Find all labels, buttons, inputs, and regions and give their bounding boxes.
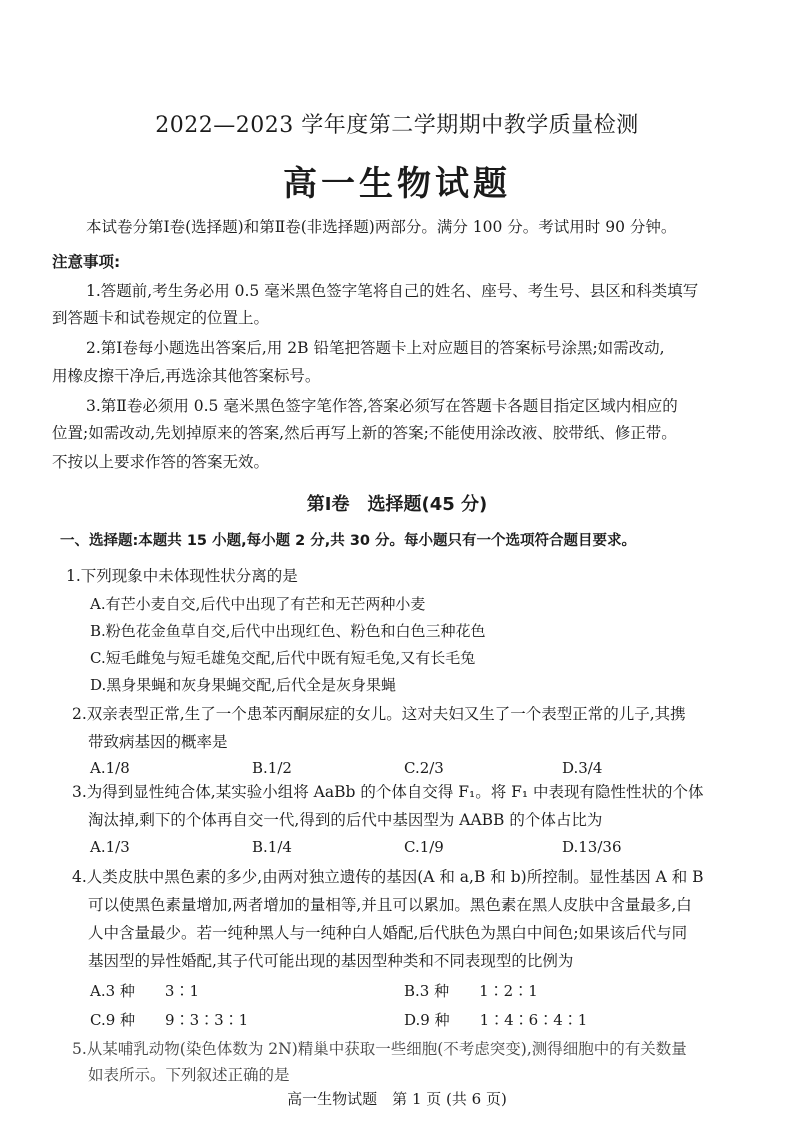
question-2-option-c: C.2/3 [404,759,444,777]
question-1-option-b: B.粉色花金鱼草自交,后代中出现红色、粉色和白色三种花色 [90,622,486,640]
exam-intro: 本试卷分第Ⅰ卷(选择题)和第Ⅱ卷(非选择题)两部分。满分 100 分。考试用时 90 分钟。 [86,218,677,236]
question-4-option-a: A.3 种 3∶1 [90,982,199,1000]
exam-subtitle: 2022—2023 学年度第二学期期中教学质量检测 [155,113,639,138]
question-3-option-d: D.13/36 [562,838,622,856]
notice-item-1-line-1: 1.答题前,考生务必用 0.5 毫米黑色签字笔将自己的姓名、座号、考生号、县区和科类填写 [86,282,699,300]
question-2-option-a: A.1/8 [90,759,130,777]
question-2-stem-line-1: 2.双亲表型正常,生了一个患苯丙酮尿症的女儿。这对夫妇又生了一个表型正常的儿子,其携 [72,705,686,723]
notice-item-3-line-3: 不按以上要求作答的答案无效。 [52,453,270,471]
question-3-stem-line-1: 3.为得到显性纯合体,某实验小组将 AaBb 的个体自交得 F₁。将 F₁ 中表现有隐性性状的个体 [72,783,704,801]
notice-item-1-line-2: 到答题卡和试卷规定的位置上。 [52,309,270,327]
question-1-option-c: C.短毛雌兔与短毛雄兔交配,后代中既有短毛兔,又有长毛兔 [90,649,476,667]
question-5-stem-line-1: 5.从某哺乳动物(染色体数为 2N)精巢中获取一些细胞(不考虑突变),测得细胞中的有关数量 [72,1040,687,1058]
question-4-stem-line-2: 可以使黑色素量增加,两者增加的量相等,并且可以累加。黑色素在黑人皮肤中含量最多,白 [88,896,692,914]
question-1-option-d: D.黑身果蝇和灰身果蝇交配,后代全是灰身果蝇 [90,676,397,694]
question-3-option-a: A.1/3 [90,838,130,856]
question-4-option-d: D.9 种 1∶4∶6∶4∶1 [404,1011,588,1029]
question-3-option-c: C.1/9 [404,838,444,856]
question-4-stem-line-4: 基因型的异性婚配,其子代可能出现的基因型种类和不同表现型的比例为 [88,952,574,970]
notice-item-2-line-1: 2.第Ⅰ卷每小题选出答案后,用 2B 铅笔把答题卡上对应题目的答案标号涂黑;如需改动, [86,339,665,357]
question-2-option-d: D.3/4 [562,759,603,777]
page-footer: 高一生物试题 第 1 页 (共 6 页) [287,1090,507,1108]
exam-title: 高一生物试题 [283,164,511,204]
question-1-option-a: A.有芒小麦自交,后代中出现了有芒和无芒两种小麦 [90,595,426,613]
question-5-stem-line-2: 如表所示。下列叙述正确的是 [88,1066,290,1084]
question-1-stem: 1.下列现象中未体现性状分离的是 [66,567,298,585]
notice-item-3-line-1: 3.第Ⅱ卷必须用 0.5 毫米黑色签字笔作答,答案必须写在答题卡各题目指定区域内相应的 [86,397,678,415]
section-instruction: 一、选择题:本题共 15 小题,每小题 2 分,共 30 分。每小题只有一个选项符合题目要求。 [60,533,637,549]
question-2-option-b: B.1/2 [252,759,292,777]
question-3-option-b: B.1/4 [252,838,292,856]
question-3-stem-line-2: 淘汰掉,剩下的个体再自交一代,得到的后代中基因型为 AABB 的个体占比为 [88,811,603,829]
question-2-stem-line-2: 带致病基因的概率是 [88,733,228,751]
question-4-option-c: C.9 种 9∶3∶3∶1 [90,1011,249,1029]
question-4-stem-line-1: 4.人类皮肤中黑色素的多少,由两对独立遗传的基因(A 和 a,B 和 b)所控制。显性基因 A 和 B [72,868,704,886]
section-title: 第Ⅰ卷 选择题(45 分) [306,494,488,515]
notice-item-2-line-2: 用橡皮擦干净后,再选涂其他答案标号。 [52,367,321,385]
notice-item-3-line-2: 位置;如需改动,先划掉原来的答案,然后再写上新的答案;不能使用涂改液、胶带纸、修正带。 [52,424,677,442]
question-4-option-b: B.3 种 1∶2∶1 [404,982,538,1000]
question-4-stem-line-3: 人中含量最少。若一纯种黑人与一纯种白人婚配,后代肤色为黑白中间色;如果该后代与同 [88,924,688,942]
notice-heading: 注意事项: [52,253,121,271]
